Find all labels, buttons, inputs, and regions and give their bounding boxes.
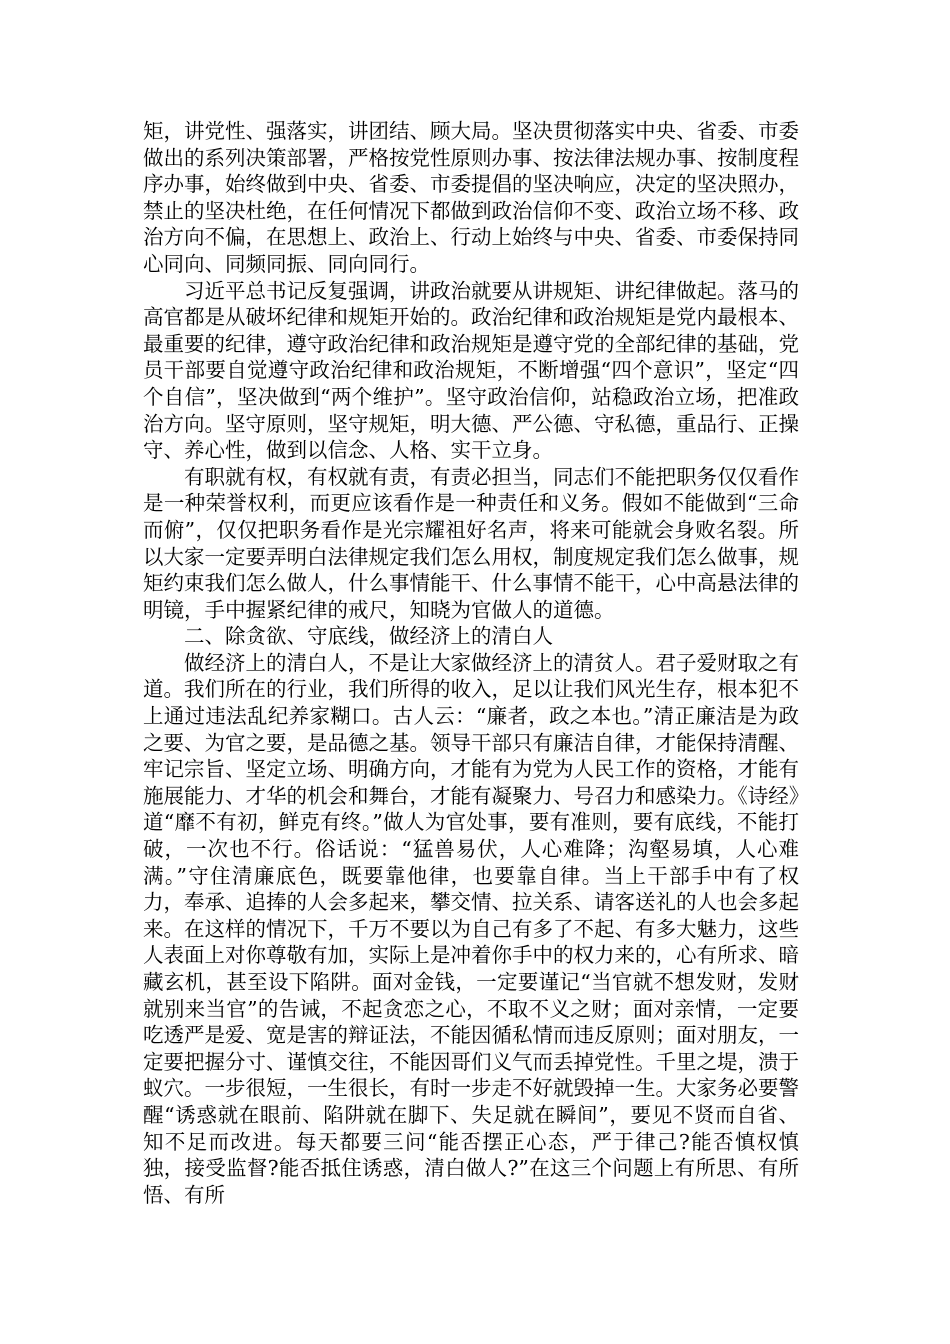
- paragraph-economic-integrity: 做经济上的清白人，不是让大家做经济上的清贫人。君子爱财取之有道。我们所在的行业，我们所得的收入，足以让我们风光生存，根本犯不上通过违法乱纪养家糊口。古人云：“廉者，政之本也。”清正廉洁是为政之要、为官之要，是品德之基。领导干部只有廉洁自律，才能保持清醒、牢记宗旨、坚定立场、明确方向，才能有为党为人民工作的资格，才能有施展能力、才华的机会和舞台，才能有凝聚力、号召力和感染力。《诗经》道“靡不有初，鲜克有终。”做人为官处事，要有准则，要有底线，不能打破，一次也不行。俗话说：“猛兽易伏，人心难降；沟壑易填，人心难满。”守住清廉底色，既要靠他律，也要靠自律。当上干部手中有了权力，奉承、追捧的人会多起来，攀交情、拉关系、请客送礼的人也会多起来。在这样的情况下，千万不要以为自己有多了不起、有多大魅力，这些人表面上对你尊敬有加，实际上是冲着你手中的权力来的，心有所求、暗藏玄机，甚至设下陷阱。面对金钱，一定要谨记“当官就不想发财，发财就别来当官”的告诫，不起贪恋之心，不取不义之财；面对亲情，一定要吃透严是爱、宽是害的辩证法，不能因循私情而违反原则；面对朋友，一定要把握分寸、谨慎交往，不能因哥们义气而丢掉党性。千里之堤，溃于蚁穴。一步很短，一生很长，有时一步走不好就毁掉一生。大家务必要警醒“诱惑就在眼前、陷阱就在脚下、失足就在瞬间”，要见不贤而自省、知不足而改进。每天都要三问“能否摆正心态，严于律己?能否慎权慎独，接受监督?能否抵住诱惑，清白做人?”在这三个问题上有所思、有所悟、有所: [143, 650, 799, 1207]
- paragraph-political-discipline: 习近平总书记反复强调，讲政治就要从讲规矩、讲纪律做起。落马的高官都是从破坏纪律和规矩开始的。政治纪律和政治规矩是党内最根本、最重要的纪律，遵守政治纪律和政治规矩是遵守党的全部纪律的基础，党员干部要自觉遵守政治纪律和政治规矩，不断增强“四个意识”，坚定“四个自信”，坚决做到“两个维护”。坚守政治信仰，站稳政治立场，把准政治方向。坚守原则，坚守规矩，明大德、严公德、守私德，重品行、正操守、养心性，做到以信念、人格、实干立身。: [143, 278, 799, 463]
- section-heading: 二、除贪欲、守底线，做经济上的清白人: [184, 624, 553, 649]
- document-body: [143, 118, 799, 1208]
- paragraph-duty-responsibility: 有职就有权，有权就有责，有责必担当，同志们不能把职务仅仅看作是一种荣誉权利，而更应该看作是一种责任和义务。假如不能做到“三命而俯”，仅仅把职务看作是光宗耀祖好名声，将来可能就会身败名裂。所以大家一定要弄明白法律规定我们怎么用权，制度规定我们怎么做事，规矩约束我们怎么做人，什么事情能干、什么事情不能干，心中高悬法律的明镜，手中握紧纪律的戒尺，知晓为官做人的道德。: [143, 464, 799, 622]
- paragraph-continuation: 矩，讲党性、强落实，讲团结、顾大局。坚决贯彻落实中央、省委、市委做出的系列决策部署，严格按党性原则办事、按法律法规办事、按制度程序办事，始终做到中央、省委、市委提倡的坚决响应，决定的坚决照办，禁止的坚决杜绝，在任何情况下都做到政治信仰不变、政治立场不移、政治方向不偏，在思想上、政治上、行动上始终与中央、省委、市委保持同心同向、同频同振、同向同行。: [143, 119, 799, 276]
